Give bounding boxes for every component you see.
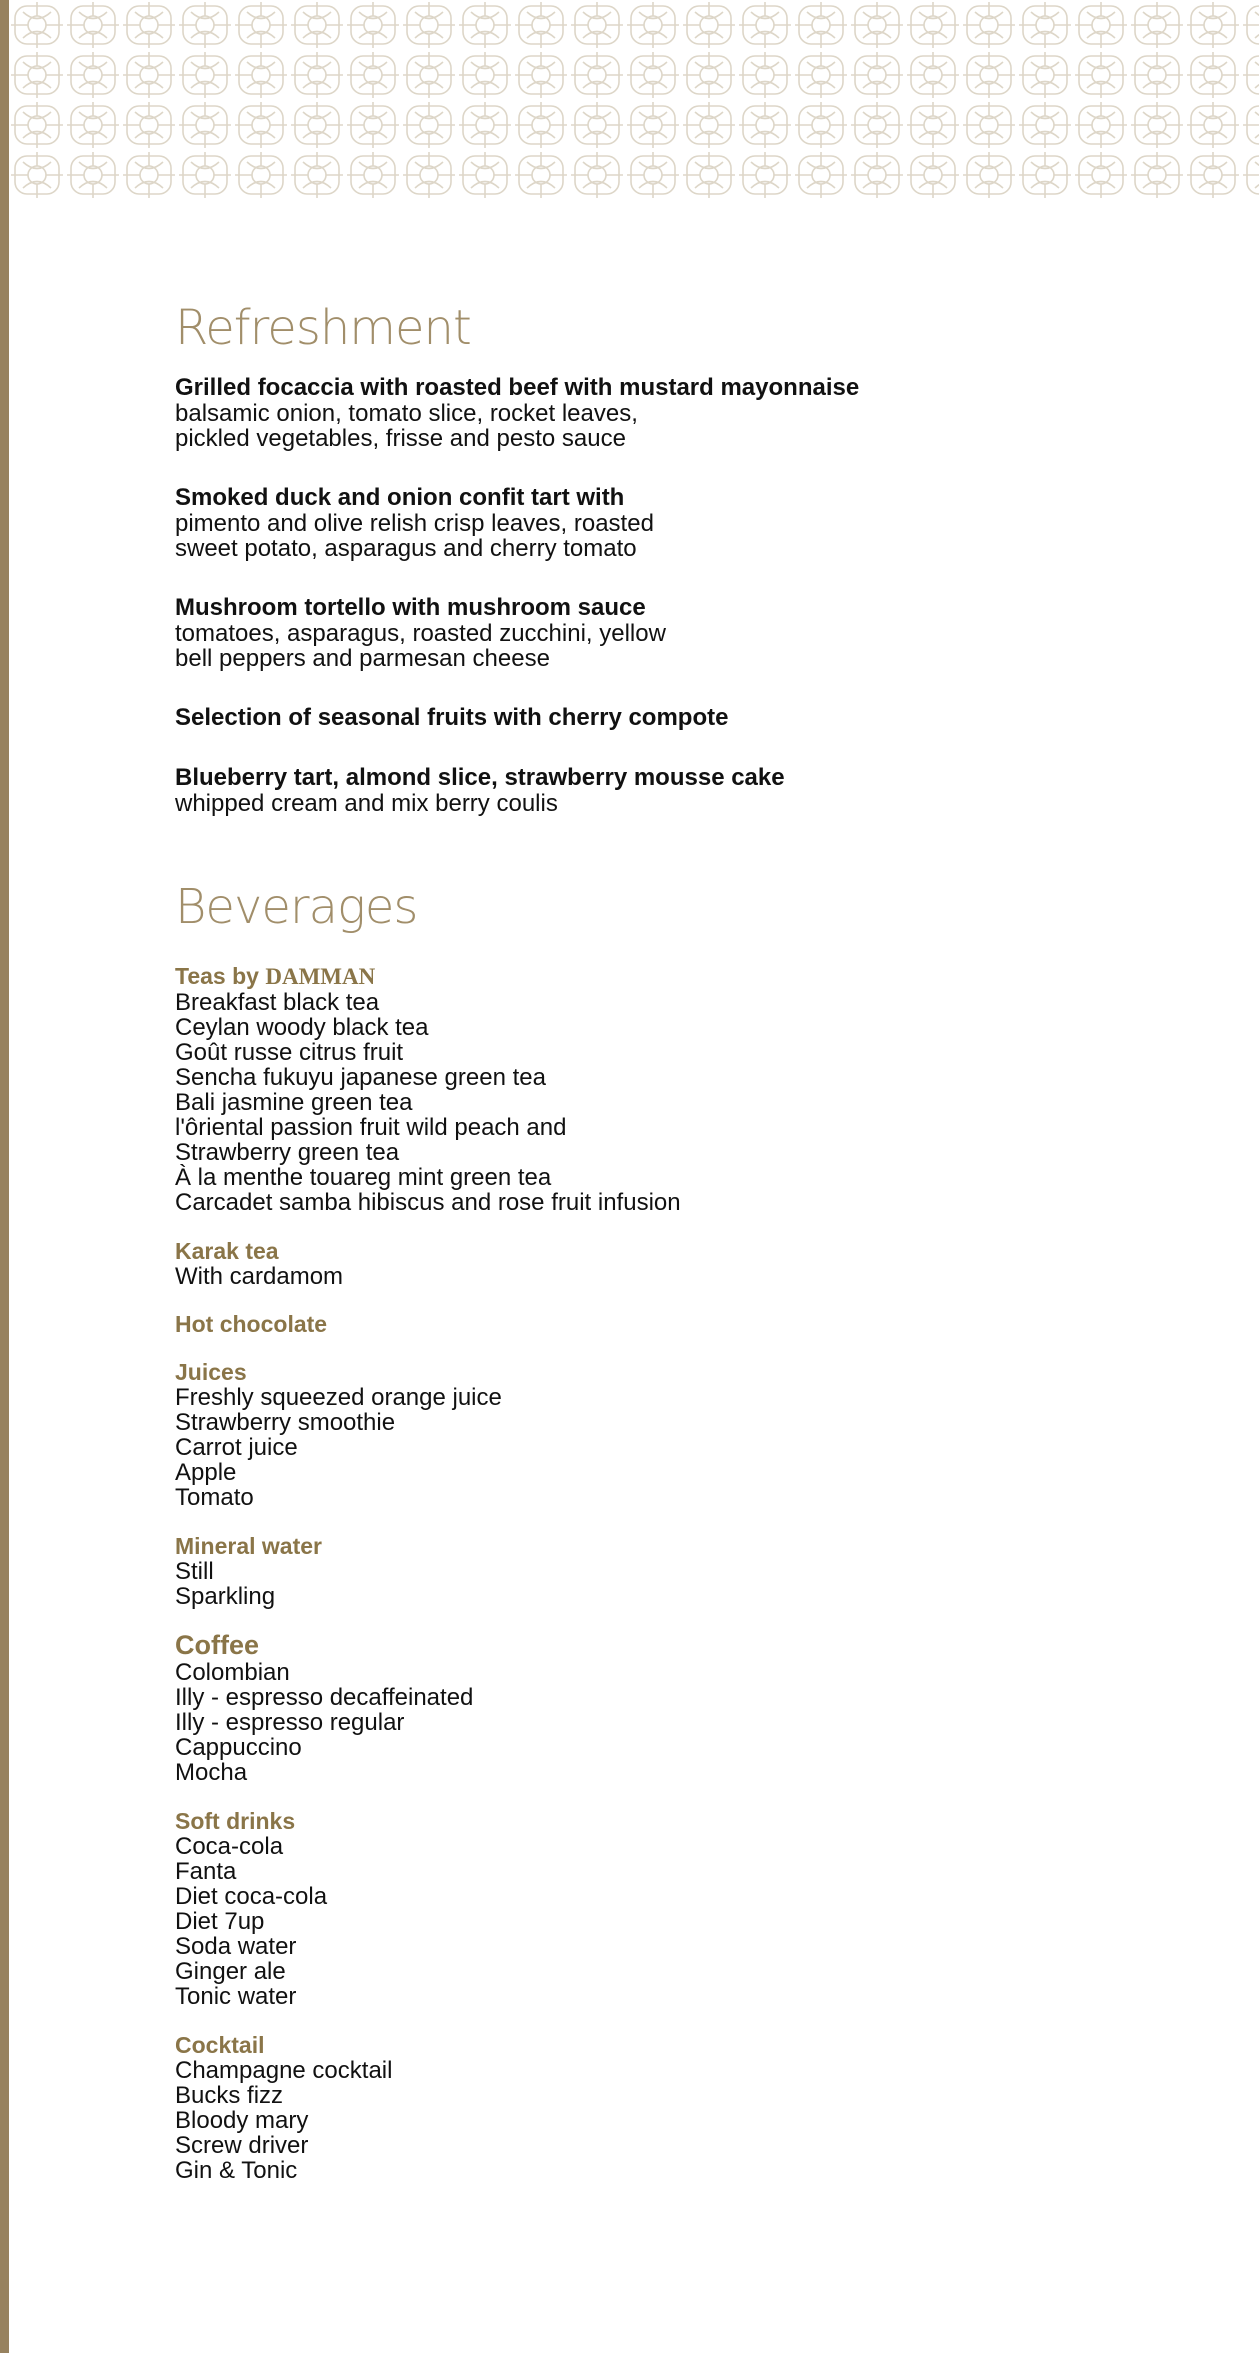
dish-name: Smoked duck and onion confit tart with <box>175 484 625 511</box>
bev-item: Colombian <box>175 1659 290 1686</box>
left-accent-bar <box>0 0 9 2353</box>
bev-group-soft-drinks <box>175 1808 1175 2009</box>
bev-item: Tomato <box>175 1484 254 1511</box>
dish-description-line: sweet potato, asparagus and cherry tomato <box>175 535 637 562</box>
bev-item: Gin & Tonic <box>175 2157 298 2184</box>
dish-description-line: tomatoes, asparagus, roasted zucchini, yellow <box>175 620 666 647</box>
bev-item: Ginger ale <box>175 1958 286 1985</box>
bev-item: Diet 7up <box>175 1908 265 1935</box>
dish-name: Selection of seasonal fruits with cherry compote <box>175 704 729 731</box>
bev-item: Cappuccino <box>175 1734 302 1761</box>
dish-description-line: bell peppers and parmesan cheese <box>175 645 550 672</box>
dish-name: Grilled focaccia with roasted beef with mustard mayonnaise <box>175 374 860 401</box>
tea-item: Carcadet samba hibiscus and rose fruit infusion <box>175 1189 681 1216</box>
bev-heading-soft-drinks: Soft drinks <box>175 1808 296 1834</box>
bev-groups <box>175 1238 1175 2183</box>
bev-item: Bloody mary <box>175 2107 309 2134</box>
dish-item <box>175 484 1175 561</box>
bev-item: Diet coca-cola <box>175 1883 328 1910</box>
refreshment-title: Refreshment <box>175 300 471 356</box>
bev-group-juices <box>175 1359 1175 1510</box>
bev-heading-cocktail: Cocktail <box>175 2032 265 2058</box>
dish-name: Mushroom tortello with mushroom sauce <box>175 594 646 621</box>
bev-item: Sparkling <box>175 1583 276 1610</box>
bev-item: Soda water <box>175 1933 297 1960</box>
bev-item: Champagne cocktail <box>175 2057 393 2084</box>
bev-group-hot-chocolate <box>175 1311 1175 1337</box>
bev-item: Strawberry smoothie <box>175 1409 396 1436</box>
bev-heading-mineral-water: Mineral water <box>175 1533 322 1559</box>
tea-item: l'ôriental passion fruit wild peach and <box>175 1114 567 1141</box>
dish-list <box>175 374 1175 816</box>
bev-item: Illy - espresso regular <box>175 1709 405 1736</box>
bev-item: Freshly squeezed orange juice <box>175 1384 502 1411</box>
tea-item: Bali jasmine green tea <box>175 1089 413 1116</box>
bev-group-karak-tea <box>175 1238 1175 1289</box>
bev-heading-teas <box>175 963 1175 990</box>
dish-name: Blueberry tart, almond slice, strawberry mousse cake <box>175 764 785 791</box>
bev-group-mineral-water <box>175 1533 1175 1609</box>
menu-content <box>175 300 1175 2183</box>
beverages-section <box>175 879 1175 2183</box>
tea-item: Strawberry green tea <box>175 1139 400 1166</box>
tea-item: Goût russe citrus fruit <box>175 1039 404 1066</box>
header-pattern <box>9 0 1259 205</box>
teas-list <box>175 990 1175 1215</box>
dish-item <box>175 374 1175 451</box>
bev-item: Coca-cola <box>175 1833 284 1860</box>
bev-group-coffee <box>175 1630 1175 1785</box>
tea-item: Sencha fukuyu japanese green tea <box>175 1064 546 1091</box>
tea-item: À la menthe touareg mint green tea <box>175 1164 552 1191</box>
tea-item: Ceylan woody black tea <box>175 1014 429 1041</box>
bev-item: Illy - espresso decaffeinated <box>175 1684 474 1711</box>
bev-heading-hot-chocolate: Hot chocolate <box>175 1311 328 1337</box>
bev-item: Fanta <box>175 1858 237 1885</box>
bev-item: Carrot juice <box>175 1434 298 1461</box>
bev-item: Screw driver <box>175 2132 309 2159</box>
dish-description-line: balsamic onion, tomato slice, rocket leaves, <box>175 400 638 427</box>
bev-item: Bucks fizz <box>175 2082 284 2109</box>
dish-description-line: pimento and olive relish crisp leaves, roasted <box>175 510 654 537</box>
dish-item <box>175 704 1175 731</box>
dish-item <box>175 594 1175 671</box>
bev-group-cocktail <box>175 2032 1175 2183</box>
teas-brand: DAMMAN <box>265 964 376 989</box>
bev-heading-coffee: Coffee <box>175 1630 260 1660</box>
refreshment-section <box>175 300 1175 816</box>
bev-item: Apple <box>175 1459 237 1486</box>
teas-heading-prefix: Teas by <box>175 963 259 989</box>
bev-item: Mocha <box>175 1759 248 1786</box>
tea-item: Breakfast black tea <box>175 989 380 1016</box>
bev-heading-juices: Juices <box>175 1359 247 1385</box>
dish-description-line: whipped cream and mix berry coulis <box>175 790 558 817</box>
dish-description-line: pickled vegetables, frisse and pesto sauce <box>175 425 626 452</box>
bev-heading-karak-tea: Karak tea <box>175 1238 279 1264</box>
dish-item <box>175 764 1175 816</box>
bev-item: Tonic water <box>175 1983 297 2010</box>
bev-group-teas <box>175 963 1175 1215</box>
bev-item: Still <box>175 1558 214 1585</box>
beverages-title: Beverages <box>175 879 418 935</box>
bev-item: With cardamom <box>175 1263 344 1290</box>
